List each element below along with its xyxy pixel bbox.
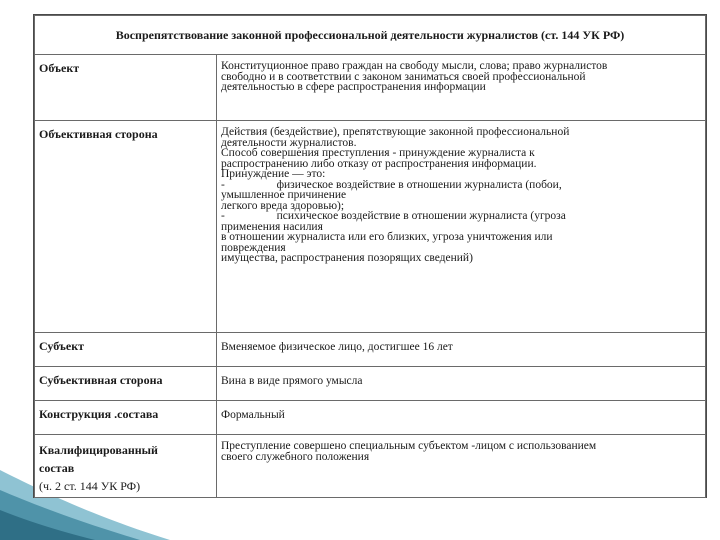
crime-elements-table [34, 15, 706, 498]
table-row [35, 367, 706, 401]
row-label-object: Объект [35, 55, 217, 121]
row-value-objective-side: Действия (бездействие), препятствующие законной профессиональной деятельности журналистов. Способ совершения преступления - принуждение журналиста к распространению либо отказу от распространения информации. Принуждение — это: - физическое воздействие в отношении журналиста (побои, умышленное причинение легкого вреда здоровью); - психическое воздействие в отношении журналиста (угроза применения насилия в отношении журналиста или его близких, угроза уничтожения или повреждения имущества, распространения позорящих сведений) [217, 121, 706, 333]
row-label-objective-side: Объективная сторона [35, 121, 217, 333]
table-title: Воспрепятствование законной профессиональной деятельности журналистов (ст. 144 УК РФ) [35, 16, 706, 55]
row-label-subjective-side: Субъективная сторона [35, 367, 217, 401]
table-row [35, 435, 706, 498]
table-title-row [35, 16, 706, 55]
table-row [35, 401, 706, 435]
row-value-qualified: Преступление совершено специальным субъектом -лицом с использованием своего служебного положения [217, 435, 706, 498]
row-value-subject: Вменяемое физическое лицо, достигшее 16 лет [217, 333, 706, 367]
row-value-object: Конституционное право граждан на свободу мысли, слова; право журналистов свободно и в соответствии с законом заниматься своей профессиональной деятельностью в сфере распространения информации [217, 55, 706, 121]
row-value-construction: Формальный [217, 401, 706, 435]
row-label-subject: Субъект [35, 333, 217, 367]
row-value-subjective-side: Вина в виде прямого умысла [217, 367, 706, 401]
row-label-qualified: Квалифицированный состав (ч. 2 ст. 144 УК РФ) [35, 435, 217, 498]
table-row [35, 121, 706, 333]
table-row [35, 55, 706, 121]
document-table-frame [33, 14, 707, 498]
row-label-construction: Конструкция .состава [35, 401, 217, 435]
table-row [35, 333, 706, 367]
